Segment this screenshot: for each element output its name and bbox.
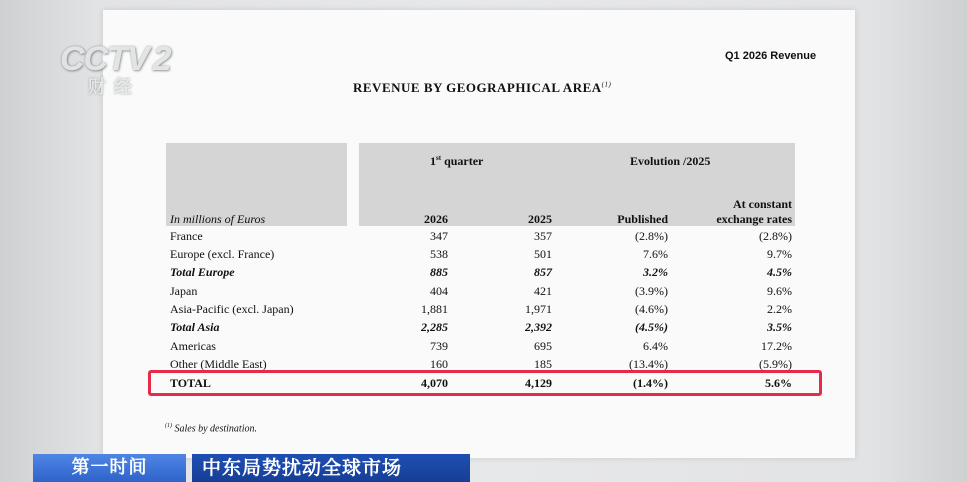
cell-2026: 885 xyxy=(430,265,448,279)
cell-2025: 2,392 xyxy=(525,320,552,334)
cell-constant: 3.5% xyxy=(767,320,792,334)
col-header-constant-line2: exchange rates xyxy=(716,212,792,226)
cell-published: 7.6% xyxy=(643,247,668,261)
col-header-published: Published xyxy=(617,212,668,226)
cell-2026: 347 xyxy=(430,229,448,243)
row-label: France xyxy=(170,229,203,243)
report-tag: Q1 2026 Revenue xyxy=(725,50,817,62)
total-highlight-box xyxy=(148,370,822,396)
banner-headline: 中东局势扰动全球市场 xyxy=(192,454,470,482)
row-label: Japan xyxy=(170,284,198,298)
cell-published: (2.8%) xyxy=(635,229,668,243)
cell-2026: 1,881 xyxy=(421,302,448,316)
col-header-2025: 2025 xyxy=(528,212,552,226)
document-title: REVENUE BY GEOGRAPHICAL AREA$^{(1)}$ xyxy=(353,80,612,95)
cell-published: 3.2% xyxy=(643,265,668,279)
cell-2025: 1,971 xyxy=(525,302,552,316)
cell-2025: 185 xyxy=(534,357,552,371)
cell-constant: 5.6% xyxy=(765,376,792,390)
cell-constant: (5.9%) xyxy=(759,357,792,371)
unit-label: In millions of Euros xyxy=(170,212,266,226)
cell-constant: (2.8%) xyxy=(759,229,792,243)
col-header-2026: 2026 xyxy=(424,212,448,226)
cell-constant: 17.2% xyxy=(761,339,792,353)
cell-2026: 160 xyxy=(430,357,448,371)
cell-constant: 9.7% xyxy=(767,247,792,261)
cell-2025: 4,129 xyxy=(525,376,552,390)
row-label: Total Europe xyxy=(170,265,235,279)
cell-constant: 4.5% xyxy=(767,265,792,279)
cell-constant: 2.2% xyxy=(767,302,792,316)
row-label: Americas xyxy=(170,339,216,353)
cell-2025: 501 xyxy=(534,247,552,261)
cell-2025: 857 xyxy=(534,265,552,279)
cell-published: (3.9%) xyxy=(635,284,668,298)
cell-published: (4.6%) xyxy=(635,302,668,316)
banner-tag: 第一时间 xyxy=(33,454,186,482)
row-label: Total Asia xyxy=(170,320,220,334)
row-label: Europe (excl. France) xyxy=(170,247,275,261)
row-label: TOTAL xyxy=(170,376,211,390)
cell-2026: 739 xyxy=(430,339,448,353)
cell-published: (13.4%) xyxy=(629,357,668,371)
footnote: $^{(1)}$ Sales by destination. xyxy=(165,423,257,435)
cell-published: (4.5%) xyxy=(635,320,668,334)
cell-2025: 695 xyxy=(534,339,552,353)
row-label: Other (Middle East) xyxy=(170,357,267,371)
header-evolution: Evolution /2025 xyxy=(630,154,711,168)
cell-2026: 2,285 xyxy=(421,320,448,334)
logo-brand: CCTV 2 xyxy=(60,40,171,78)
cell-published: 6.4% xyxy=(643,339,668,353)
cell-2026: 538 xyxy=(430,247,448,261)
logo-sub: 财经 xyxy=(88,77,140,97)
row-label: Asia-Pacific (excl. Japan) xyxy=(170,302,294,316)
cell-2026: 404 xyxy=(430,284,448,298)
header-quarter: 1st quarter xyxy=(430,154,484,168)
cell-2025: 421 xyxy=(534,284,552,298)
cell-published: (1.4%) xyxy=(633,376,668,390)
col-header-constant-line1: At constant xyxy=(733,197,792,211)
cell-constant: 9.6% xyxy=(767,284,792,298)
cell-2025: 357 xyxy=(534,229,552,243)
cctv2-logo xyxy=(60,40,190,100)
cell-2026: 4,070 xyxy=(421,376,448,390)
